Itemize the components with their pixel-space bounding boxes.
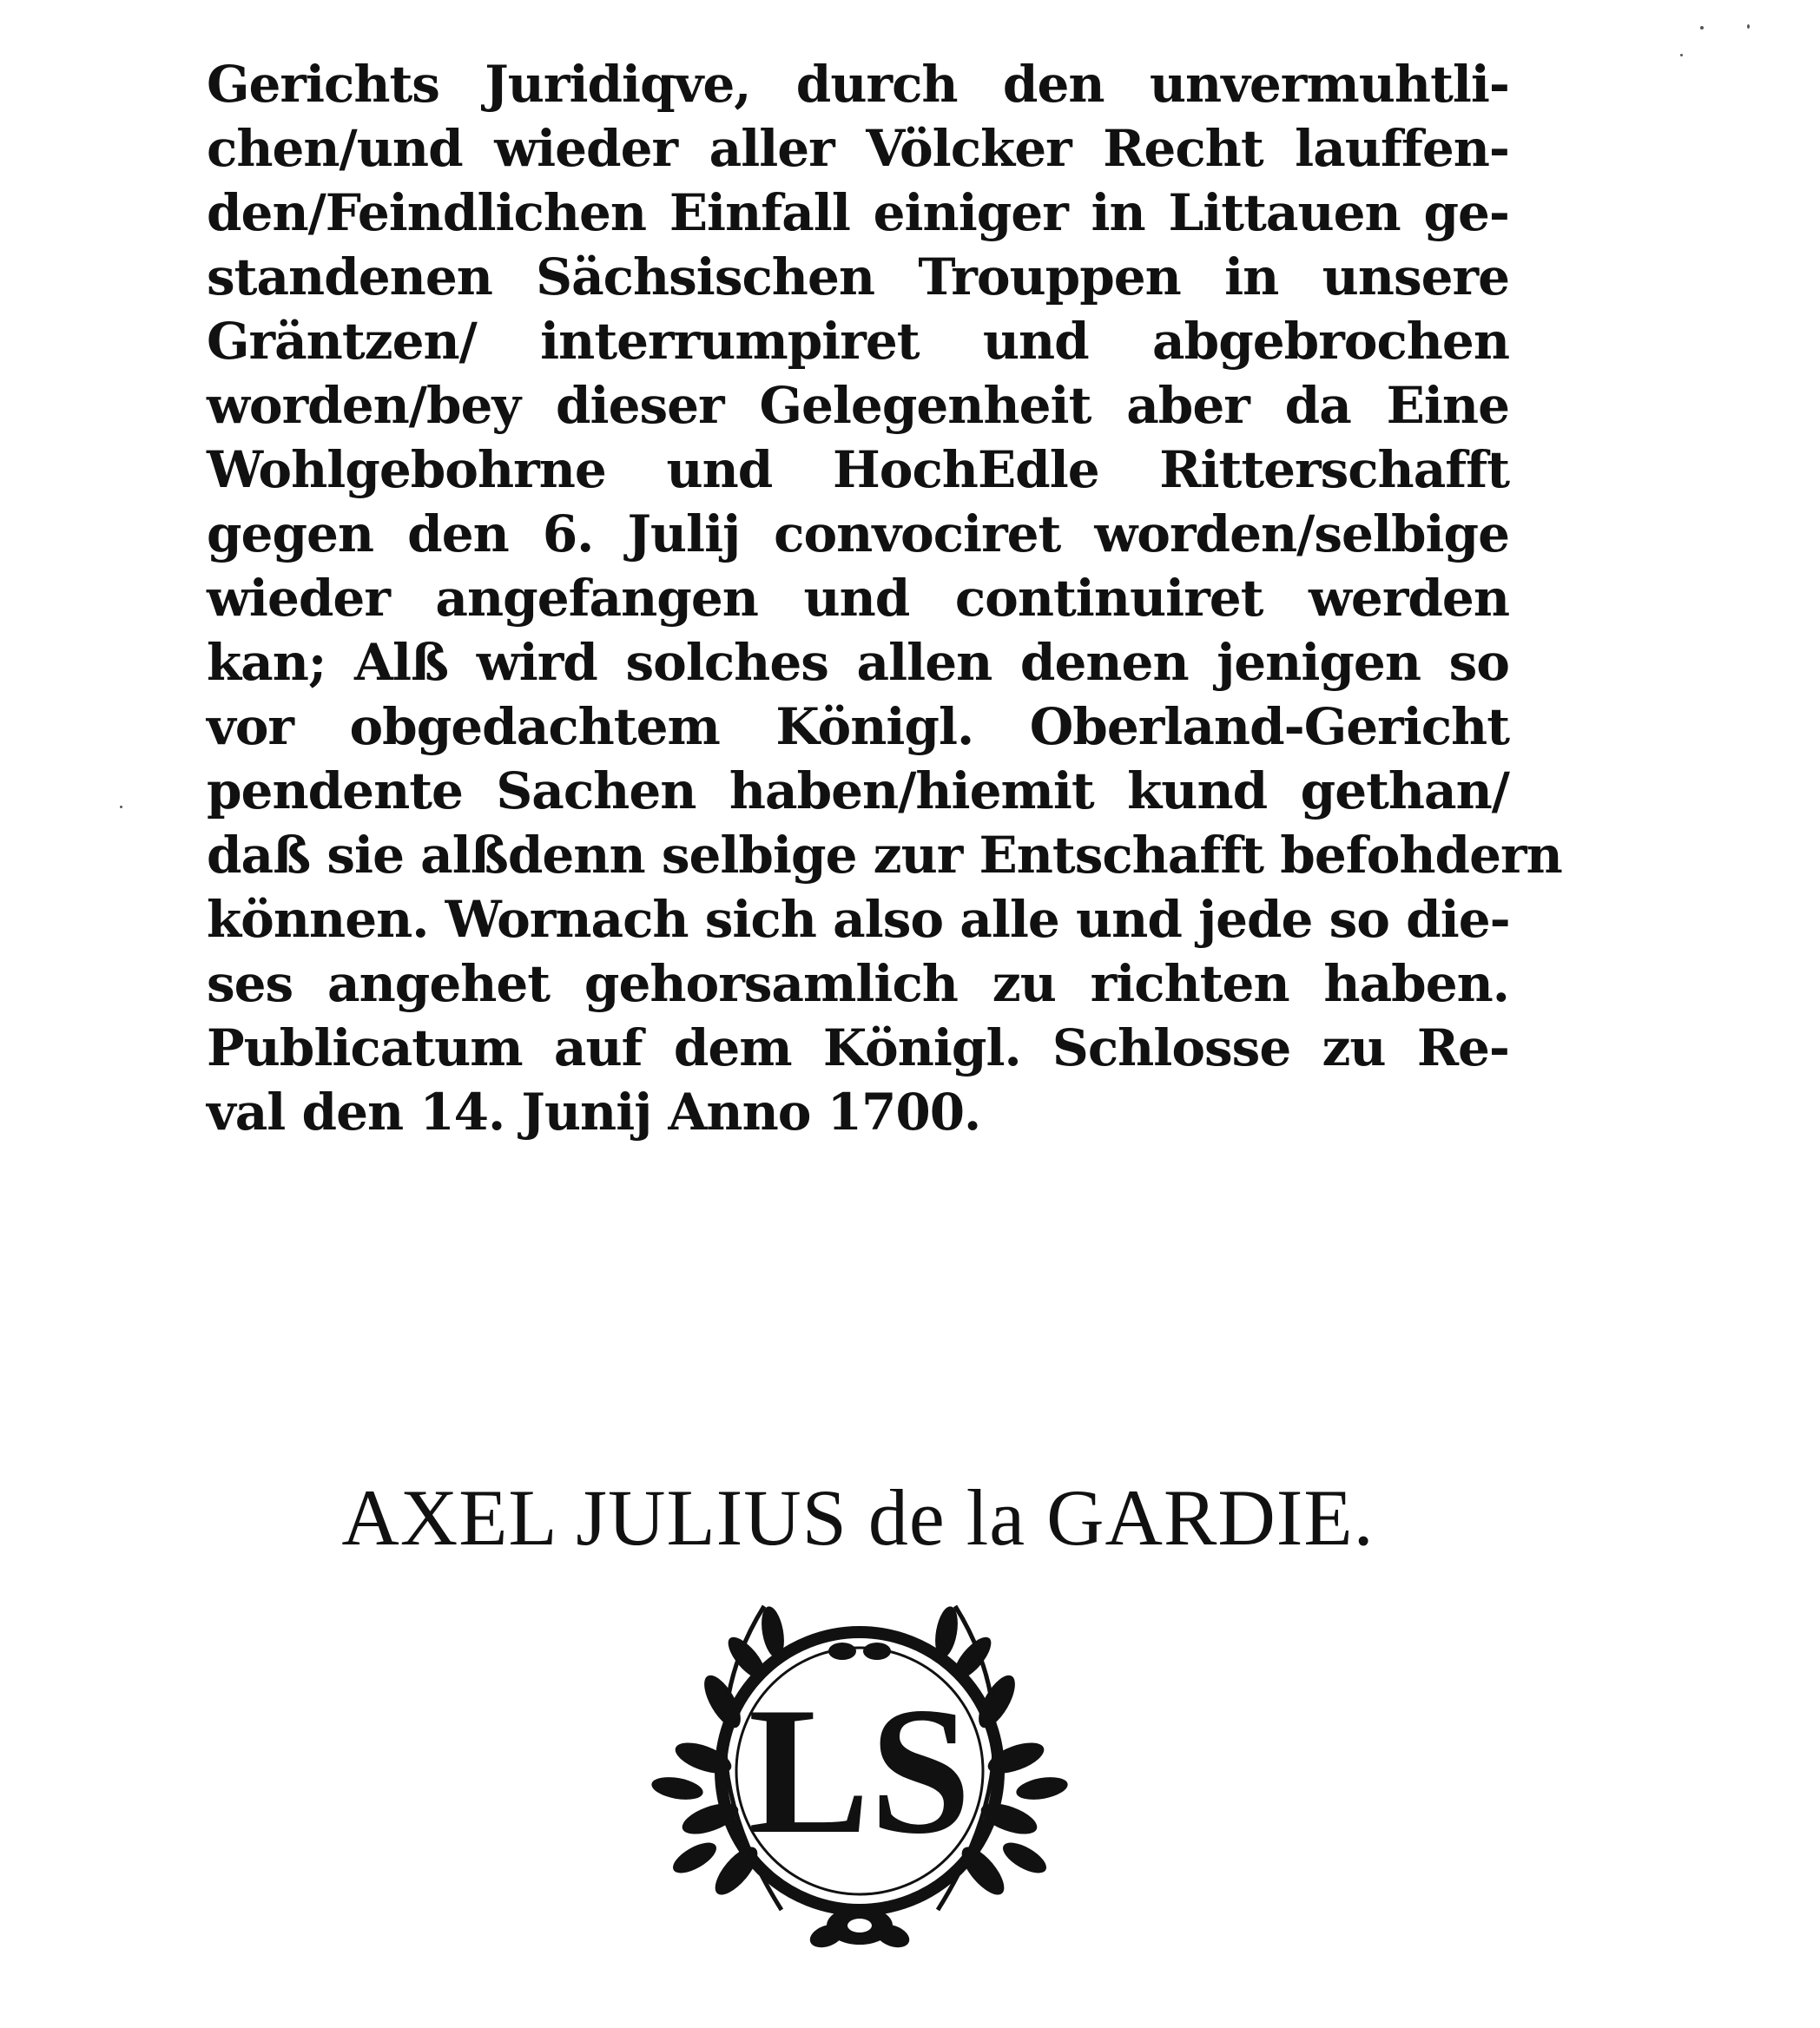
print-speck	[1680, 54, 1683, 56]
seal-monogram: LS	[748, 1670, 972, 1872]
text-line: Publicatum auf dem Königl. Schlosse zu Re-	[207, 1018, 1509, 1077]
text-line: den/Feindlichen Einfall einiger in Littauen ge-	[207, 183, 1509, 242]
text-line: standenen Sächsischen Trouppen in unsere	[207, 247, 1509, 306]
text-line: Wohlgebohrne und HochEdle Ritterschafft	[207, 440, 1509, 499]
text-line: können. Wornach sich also alle und jede so die-	[207, 890, 1510, 949]
print-speck	[120, 806, 122, 808]
text-line: worden/bey dieser Gelegenheit aber da Eine	[207, 376, 1509, 435]
print-speck	[1747, 24, 1750, 29]
text-line: vor obgedachtem Königl. Oberland-Gericht	[207, 697, 1509, 756]
laurel-wreath-seal-icon	[643, 1571, 1077, 1971]
text-line: chen/und wieder aller Völcker Recht lauffen-	[207, 119, 1509, 178]
text-line: wieder angefangen und continuiret werden	[207, 569, 1509, 628]
text-line: kan; Alß wird solches allen denen jenigen so	[207, 633, 1509, 692]
signature-name: AXEL JULIUS de la GARDIE.	[341, 1473, 1375, 1562]
text-line: Gerichts Juridiqve, durch den unvermuhtli-	[207, 55, 1509, 114]
text-line: gegen den 6. Julij convociret worden/selbige	[207, 504, 1509, 563]
text-line last-line: val den 14. Junij Anno 1700.	[207, 1083, 981, 1142]
text-line: daß sie alßdenn selbige zur Entschafft befohdern	[207, 826, 1562, 885]
text-line: ses angehet gehorsamlich zu richten haben.	[207, 954, 1509, 1013]
text-line: pendente Sachen haben/hiemit kund gethan/	[207, 761, 1509, 820]
proclamation-text	[207, 52, 1562, 1144]
text-line: Gräntzen/ interrumpiret und abgebrochen	[207, 312, 1509, 371]
print-speck	[1700, 26, 1704, 30]
